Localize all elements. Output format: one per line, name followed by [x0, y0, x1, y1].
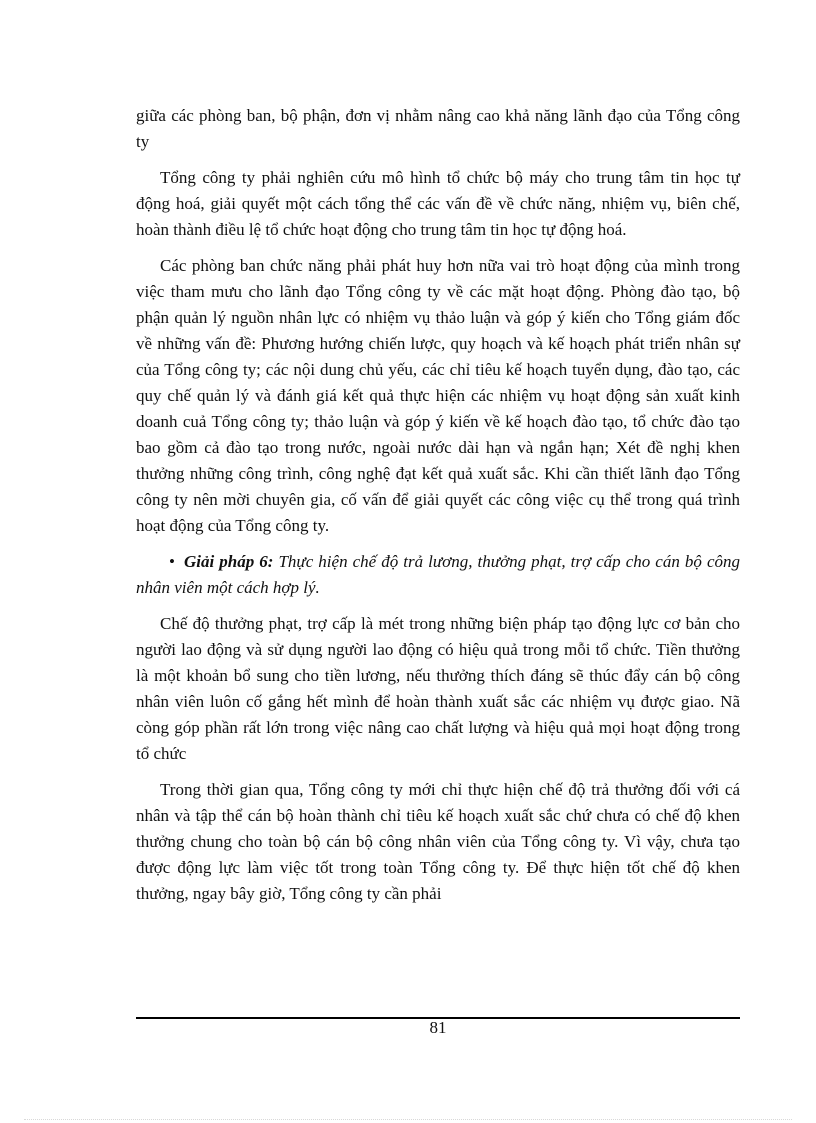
document-body: [136, 103, 740, 917]
paragraph-1: giữa các phòng ban, bộ phận, đơn vị nhằm nâng cao khả năng lãnh đạo của Tổng công ty: [136, 106, 740, 151]
solution-label: Giải pháp 6:: [184, 552, 274, 571]
paragraph-3: Các phòng ban chức năng phải phát huy hơn nữa vai trò hoạt động của mình trong việc tham mưu cho lãnh đạo Tổng công ty về các mặt hoạt động. Phòng đào tạo, bộ phận quản lý nguồn nhân lực có nhiệm vụ thảo luận và góp ý kiến cho Tổng giám đốc về những vấn đề: Phương hướng chiến lược, quy hoạch và kế hoạch phát triển nhân sự của Tổng công ty; các nội dung chủ yếu, các chỉ tiêu kế hoạch tuyển dụng, đào tạo, các quy chế quản lý và đánh giá kết quả thực hiện các nhiệm vụ hoạt động sản xuất kinh doanh cuả Tổng công ty; thảo luận và góp ý kiến về kế hoạch đào tạo, tổ chức đào tạo bao gồm cả đào tạo trong nước, ngoài nước dài hạn và ngắn hạn; Xét đề nghị khen thưởng những công trình, công nghệ đạt kết quả xuất sắc. Khi cần thiết lãnh đạo Tổng công ty nên mời chuyên gia, cố vấn để giải quyết các công việc cụ thể trong quá trình hoạt động của Tổng công ty.: [136, 256, 740, 535]
bullet-item-solution-6: [136, 549, 740, 601]
page-bottom-border: [24, 1119, 792, 1120]
paragraph-2: Tổng công ty phải nghiên cứu mô hình tổ chức bộ máy cho trung tâm tin học tự động hoá, giải quyết một cách tổng thể các vấn đề về chức năng, nhiệm vụ, biên chế, hoàn thành điều lệ tổ chức hoạt động cho trung tâm tin học tự động hoá.: [136, 168, 740, 239]
bullet-icon: •: [169, 552, 175, 571]
page-number: 81: [429, 1018, 447, 1037]
paragraph-4: Chế độ thưởng phạt, trợ cấp là mét trong những biện pháp tạo động lực cơ bản cho người lao động và sử dụng người lao động có hiệu quả trong mỗi tổ chức. Tiền thưởng là một khoản bổ sung cho tiền lương, nếu thưởng thích đáng sẽ thúc đẩy cán bộ công nhân viên luôn cố gắng hết mình để hoàn thành xuất sắc các nhiệm vụ được giao. Nã còng góp phần rất lớn trong việc nâng cao chất lượng và hiệu quả mọi hoạt động trong tổ chức: [136, 614, 740, 763]
paragraph-5: Trong thời gian qua, Tổng công ty mới chỉ thực hiện chế độ trả thưởng đối với cá nhân và tập thể cán bộ hoàn thành chỉ tiêu kế hoạch xuất sắc chứ chưa có chế độ khen thưởng chung cho toàn bộ cán bộ công nhân viên của Tổng công ty. Vì vậy, chưa tạo được động lực làm việc tốt trong toàn Tổng công ty. Để thực hiện tốt chế độ khen thưởng, ngay bây giờ, Tổng công ty cần phải: [136, 780, 740, 903]
solution-text: Thực hiện chế độ trả lương, thưởng phạt, trợ cấp cho cán bộ công nhân viên một cách hợp lý.: [136, 552, 740, 597]
